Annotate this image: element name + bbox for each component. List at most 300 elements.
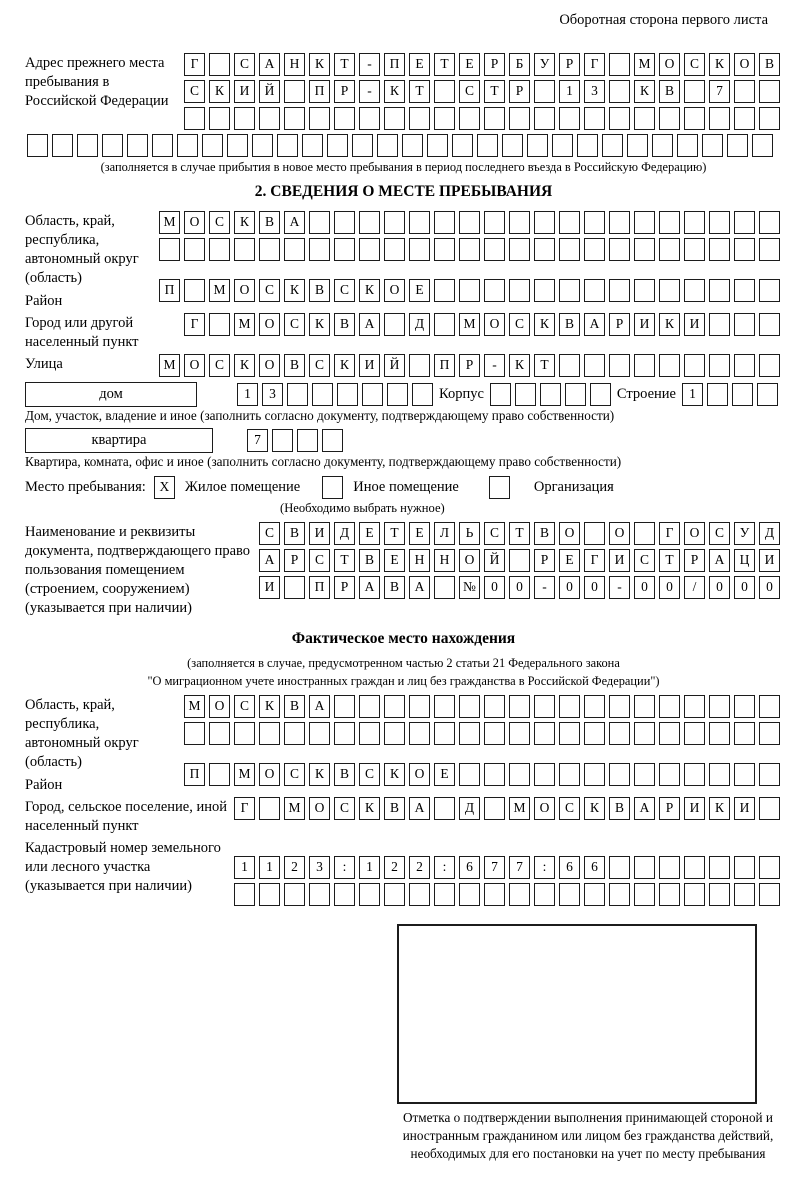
char-cell[interactable]: [609, 695, 630, 718]
char-cell[interactable]: [709, 211, 730, 234]
char-cell[interactable]: С: [184, 80, 205, 103]
char-cell[interactable]: С: [234, 53, 255, 76]
char-cell[interactable]: [659, 883, 680, 906]
char-cell[interactable]: К: [259, 695, 280, 718]
char-cell[interactable]: [684, 80, 705, 103]
char-cell[interactable]: 0: [509, 576, 530, 599]
char-cell[interactable]: Ц: [734, 549, 755, 572]
char-cell[interactable]: О: [234, 279, 255, 302]
char-cell[interactable]: [309, 211, 330, 234]
char-cell[interactable]: К: [659, 313, 680, 336]
char-cell[interactable]: [584, 695, 605, 718]
char-cell[interactable]: [609, 238, 630, 261]
char-cell[interactable]: Ь: [459, 522, 480, 545]
char-cell[interactable]: [584, 722, 605, 745]
char-cell[interactable]: [459, 238, 480, 261]
char-cell[interactable]: 0: [484, 576, 505, 599]
char-cell[interactable]: [484, 722, 505, 745]
char-cell[interactable]: [509, 107, 530, 130]
char-cell[interactable]: [252, 134, 273, 157]
char-cell[interactable]: [302, 134, 323, 157]
char-cell[interactable]: [484, 107, 505, 130]
char-cell[interactable]: [359, 107, 380, 130]
char-cell[interactable]: К: [234, 354, 255, 377]
char-cell[interactable]: [732, 383, 753, 406]
char-cell[interactable]: О: [609, 522, 630, 545]
char-cell[interactable]: Т: [384, 522, 405, 545]
char-cell[interactable]: Е: [384, 549, 405, 572]
char-cell[interactable]: [609, 354, 630, 377]
char-cell[interactable]: С: [259, 522, 280, 545]
char-cell[interactable]: [659, 238, 680, 261]
char-cell[interactable]: М: [209, 279, 230, 302]
char-cell[interactable]: [727, 134, 748, 157]
char-cell[interactable]: Д: [459, 797, 480, 820]
char-cell[interactable]: [459, 763, 480, 786]
char-cell[interactable]: [534, 722, 555, 745]
char-cell[interactable]: [559, 354, 580, 377]
char-cell[interactable]: [559, 107, 580, 130]
char-cell[interactable]: В: [334, 763, 355, 786]
char-cell[interactable]: Г: [184, 313, 205, 336]
char-cell[interactable]: [459, 279, 480, 302]
char-cell[interactable]: [634, 238, 655, 261]
char-cell[interactable]: [534, 80, 555, 103]
char-cell[interactable]: :: [334, 856, 355, 879]
char-cell[interactable]: [509, 695, 530, 718]
char-cell[interactable]: 2: [284, 856, 305, 879]
char-cell[interactable]: [334, 107, 355, 130]
char-cell[interactable]: [609, 211, 630, 234]
char-cell[interactable]: [427, 134, 448, 157]
char-cell[interactable]: О: [559, 522, 580, 545]
char-cell[interactable]: [684, 856, 705, 879]
char-cell[interactable]: О: [384, 279, 405, 302]
char-cell[interactable]: [709, 695, 730, 718]
char-cell[interactable]: [627, 134, 648, 157]
char-cell[interactable]: 0: [559, 576, 580, 599]
char-cell[interactable]: К: [284, 279, 305, 302]
char-cell[interactable]: Й: [259, 80, 280, 103]
char-cell[interactable]: [709, 722, 730, 745]
char-cell[interactable]: А: [709, 549, 730, 572]
char-cell[interactable]: [609, 763, 630, 786]
char-cell[interactable]: [559, 722, 580, 745]
char-cell[interactable]: :: [534, 856, 555, 879]
char-cell[interactable]: [184, 722, 205, 745]
char-cell[interactable]: О: [484, 313, 505, 336]
char-cell[interactable]: [509, 279, 530, 302]
char-cell[interactable]: С: [209, 354, 230, 377]
char-cell[interactable]: Г: [234, 797, 255, 820]
char-cell[interactable]: [234, 883, 255, 906]
char-cell[interactable]: У: [734, 522, 755, 545]
char-cell[interactable]: [534, 107, 555, 130]
char-cell[interactable]: [515, 383, 536, 406]
char-cell[interactable]: С: [684, 53, 705, 76]
char-cell[interactable]: [559, 279, 580, 302]
char-cell[interactable]: Р: [684, 549, 705, 572]
char-cell[interactable]: [77, 134, 98, 157]
char-cell[interactable]: О: [259, 354, 280, 377]
char-cell[interactable]: [734, 238, 755, 261]
char-cell[interactable]: А: [359, 313, 380, 336]
char-cell[interactable]: [334, 695, 355, 718]
char-cell[interactable]: [509, 238, 530, 261]
char-cell[interactable]: И: [684, 797, 705, 820]
char-cell[interactable]: [272, 429, 293, 452]
char-cell[interactable]: [209, 313, 230, 336]
char-cell[interactable]: Е: [434, 763, 455, 786]
char-cell[interactable]: [434, 797, 455, 820]
char-cell[interactable]: Н: [409, 549, 430, 572]
char-cell[interactable]: Р: [559, 53, 580, 76]
char-cell[interactable]: [284, 107, 305, 130]
char-cell[interactable]: А: [634, 797, 655, 820]
char-cell[interactable]: 1: [259, 856, 280, 879]
char-cell[interactable]: [684, 695, 705, 718]
char-cell[interactable]: 1: [359, 856, 380, 879]
char-cell[interactable]: В: [259, 211, 280, 234]
char-cell[interactable]: К: [509, 354, 530, 377]
char-cell[interactable]: [359, 883, 380, 906]
char-cell[interactable]: [502, 134, 523, 157]
char-cell[interactable]: [734, 763, 755, 786]
char-cell[interactable]: [534, 211, 555, 234]
char-cell[interactable]: [202, 134, 223, 157]
char-cell[interactable]: И: [684, 313, 705, 336]
char-cell[interactable]: Р: [484, 53, 505, 76]
char-cell[interactable]: [434, 80, 455, 103]
char-cell[interactable]: 7: [709, 80, 730, 103]
char-cell[interactable]: [584, 211, 605, 234]
char-cell[interactable]: [584, 354, 605, 377]
char-cell[interactable]: [559, 763, 580, 786]
char-cell[interactable]: [434, 107, 455, 130]
char-cell[interactable]: Т: [334, 53, 355, 76]
char-cell[interactable]: [484, 797, 505, 820]
char-cell[interactable]: [609, 883, 630, 906]
char-cell[interactable]: [309, 107, 330, 130]
char-cell[interactable]: [759, 763, 780, 786]
char-cell[interactable]: [634, 856, 655, 879]
char-cell[interactable]: К: [709, 53, 730, 76]
char-cell[interactable]: [534, 238, 555, 261]
char-cell[interactable]: А: [259, 53, 280, 76]
char-cell[interactable]: [152, 134, 173, 157]
char-cell[interactable]: 0: [659, 576, 680, 599]
char-cell[interactable]: [707, 383, 728, 406]
char-cell[interactable]: Г: [584, 53, 605, 76]
char-cell[interactable]: С: [484, 522, 505, 545]
char-cell[interactable]: В: [384, 576, 405, 599]
char-cell[interactable]: Р: [334, 80, 355, 103]
char-cell[interactable]: К: [359, 797, 380, 820]
char-cell[interactable]: В: [384, 797, 405, 820]
char-cell[interactable]: [709, 354, 730, 377]
char-cell[interactable]: [684, 722, 705, 745]
char-cell[interactable]: /: [684, 576, 705, 599]
char-cell[interactable]: [459, 695, 480, 718]
char-cell[interactable]: [759, 313, 780, 336]
char-cell[interactable]: [409, 695, 430, 718]
char-cell[interactable]: [759, 211, 780, 234]
char-cell[interactable]: [659, 722, 680, 745]
char-cell[interactable]: 7: [509, 856, 530, 879]
char-cell[interactable]: [477, 134, 498, 157]
char-cell[interactable]: М: [634, 53, 655, 76]
char-cell[interactable]: [377, 134, 398, 157]
char-cell[interactable]: С: [284, 313, 305, 336]
char-cell[interactable]: [334, 883, 355, 906]
char-cell[interactable]: [584, 522, 605, 545]
char-cell[interactable]: [659, 279, 680, 302]
char-cell[interactable]: Г: [659, 522, 680, 545]
char-cell[interactable]: Й: [484, 549, 505, 572]
char-cell[interactable]: [759, 856, 780, 879]
char-cell[interactable]: 3: [584, 80, 605, 103]
char-cell[interactable]: О: [534, 797, 555, 820]
char-cell[interactable]: [409, 354, 430, 377]
char-cell[interactable]: [634, 722, 655, 745]
char-cell[interactable]: [634, 883, 655, 906]
char-cell[interactable]: [102, 134, 123, 157]
char-cell[interactable]: И: [759, 549, 780, 572]
char-cell[interactable]: В: [559, 313, 580, 336]
char-cell[interactable]: [534, 695, 555, 718]
char-cell[interactable]: А: [284, 211, 305, 234]
char-cell[interactable]: [734, 856, 755, 879]
char-cell[interactable]: [659, 354, 680, 377]
char-cell[interactable]: [459, 107, 480, 130]
char-cell[interactable]: Е: [359, 522, 380, 545]
char-cell[interactable]: [259, 238, 280, 261]
char-cell[interactable]: [412, 383, 433, 406]
char-cell[interactable]: В: [534, 522, 555, 545]
char-cell[interactable]: [584, 279, 605, 302]
char-cell[interactable]: [384, 313, 405, 336]
char-cell[interactable]: [534, 883, 555, 906]
char-cell[interactable]: К: [709, 797, 730, 820]
char-cell[interactable]: П: [434, 354, 455, 377]
dom-type-box[interactable]: дом: [25, 382, 197, 407]
char-cell[interactable]: Р: [659, 797, 680, 820]
char-cell[interactable]: [127, 134, 148, 157]
char-cell[interactable]: С: [309, 549, 330, 572]
char-cell[interactable]: [337, 383, 358, 406]
char-cell[interactable]: [434, 238, 455, 261]
char-cell[interactable]: К: [309, 763, 330, 786]
char-cell[interactable]: [734, 211, 755, 234]
char-cell[interactable]: [759, 354, 780, 377]
char-cell[interactable]: [159, 238, 180, 261]
char-cell[interactable]: К: [634, 80, 655, 103]
char-cell[interactable]: [234, 722, 255, 745]
char-cell[interactable]: И: [309, 522, 330, 545]
char-cell[interactable]: [734, 80, 755, 103]
char-cell[interactable]: П: [309, 576, 330, 599]
char-cell[interactable]: А: [584, 313, 605, 336]
char-cell[interactable]: [552, 134, 573, 157]
char-cell[interactable]: [459, 883, 480, 906]
char-cell[interactable]: В: [759, 53, 780, 76]
char-cell[interactable]: [334, 211, 355, 234]
char-cell[interactable]: [334, 722, 355, 745]
char-cell[interactable]: О: [259, 763, 280, 786]
char-cell[interactable]: [709, 238, 730, 261]
char-cell[interactable]: [284, 576, 305, 599]
char-cell[interactable]: [409, 883, 430, 906]
char-cell[interactable]: С: [459, 80, 480, 103]
char-cell[interactable]: [209, 107, 230, 130]
char-cell[interactable]: [559, 238, 580, 261]
char-cell[interactable]: [209, 53, 230, 76]
char-cell[interactable]: [534, 279, 555, 302]
char-cell[interactable]: А: [409, 576, 430, 599]
char-cell[interactable]: :: [434, 856, 455, 879]
char-cell[interactable]: [184, 279, 205, 302]
char-cell[interactable]: [734, 107, 755, 130]
char-cell[interactable]: [359, 238, 380, 261]
char-cell[interactable]: [434, 883, 455, 906]
char-cell[interactable]: О: [209, 695, 230, 718]
char-cell[interactable]: [734, 354, 755, 377]
char-cell[interactable]: 1: [237, 383, 258, 406]
char-cell[interactable]: -: [359, 53, 380, 76]
char-cell[interactable]: 6: [584, 856, 605, 879]
char-cell[interactable]: [409, 211, 430, 234]
char-cell[interactable]: [734, 695, 755, 718]
char-cell[interactable]: [334, 238, 355, 261]
char-cell[interactable]: [209, 238, 230, 261]
char-cell[interactable]: А: [309, 695, 330, 718]
char-cell[interactable]: [684, 883, 705, 906]
char-cell[interactable]: 1: [682, 383, 703, 406]
char-cell[interactable]: [634, 211, 655, 234]
char-cell[interactable]: [409, 107, 430, 130]
char-cell[interactable]: [757, 383, 778, 406]
char-cell[interactable]: [577, 134, 598, 157]
char-cell[interactable]: [509, 763, 530, 786]
char-cell[interactable]: М: [159, 211, 180, 234]
checkbox-organizaciya[interactable]: [489, 476, 510, 499]
char-cell[interactable]: Д: [759, 522, 780, 545]
char-cell[interactable]: 1: [234, 856, 255, 879]
char-cell[interactable]: Е: [409, 53, 430, 76]
char-cell[interactable]: [484, 238, 505, 261]
checkbox-zhiloe[interactable]: X: [154, 476, 175, 499]
char-cell[interactable]: А: [359, 576, 380, 599]
char-cell[interactable]: [434, 722, 455, 745]
char-cell[interactable]: [284, 722, 305, 745]
char-cell[interactable]: М: [159, 354, 180, 377]
char-cell[interactable]: [684, 238, 705, 261]
char-cell[interactable]: [227, 134, 248, 157]
char-cell[interactable]: О: [184, 354, 205, 377]
char-cell[interactable]: В: [284, 522, 305, 545]
char-cell[interactable]: [540, 383, 561, 406]
char-cell[interactable]: К: [309, 53, 330, 76]
char-cell[interactable]: М: [509, 797, 530, 820]
char-cell[interactable]: [234, 238, 255, 261]
char-cell[interactable]: [259, 722, 280, 745]
char-cell[interactable]: [359, 695, 380, 718]
char-cell[interactable]: Т: [534, 354, 555, 377]
char-cell[interactable]: [384, 883, 405, 906]
char-cell[interactable]: [409, 722, 430, 745]
char-cell[interactable]: И: [234, 80, 255, 103]
char-cell[interactable]: [709, 107, 730, 130]
char-cell[interactable]: 0: [634, 576, 655, 599]
char-cell[interactable]: [384, 238, 405, 261]
char-cell[interactable]: В: [659, 80, 680, 103]
char-cell[interactable]: [534, 763, 555, 786]
char-cell[interactable]: П: [384, 53, 405, 76]
char-cell[interactable]: [752, 134, 773, 157]
char-cell[interactable]: [584, 883, 605, 906]
char-cell[interactable]: Р: [609, 313, 630, 336]
char-cell[interactable]: Л: [434, 522, 455, 545]
char-cell[interactable]: [359, 722, 380, 745]
char-cell[interactable]: С: [334, 797, 355, 820]
char-cell[interactable]: [759, 107, 780, 130]
char-cell[interactable]: [527, 134, 548, 157]
char-cell[interactable]: В: [284, 354, 305, 377]
char-cell[interactable]: Е: [459, 53, 480, 76]
char-cell[interactable]: 0: [709, 576, 730, 599]
char-cell[interactable]: [709, 763, 730, 786]
char-cell[interactable]: [327, 134, 348, 157]
char-cell[interactable]: [684, 279, 705, 302]
char-cell[interactable]: [659, 856, 680, 879]
char-cell[interactable]: [284, 883, 305, 906]
char-cell[interactable]: О: [259, 313, 280, 336]
char-cell[interactable]: О: [734, 53, 755, 76]
char-cell[interactable]: [209, 722, 230, 745]
char-cell[interactable]: Т: [484, 80, 505, 103]
char-cell[interactable]: [684, 107, 705, 130]
char-cell[interactable]: [709, 883, 730, 906]
char-cell[interactable]: [565, 383, 586, 406]
char-cell[interactable]: 0: [734, 576, 755, 599]
char-cell[interactable]: [734, 313, 755, 336]
char-cell[interactable]: О: [684, 522, 705, 545]
char-cell[interactable]: 3: [309, 856, 330, 879]
char-cell[interactable]: О: [184, 211, 205, 234]
char-cell[interactable]: [684, 211, 705, 234]
char-cell[interactable]: [759, 80, 780, 103]
char-cell[interactable]: И: [634, 313, 655, 336]
char-cell[interactable]: [459, 722, 480, 745]
char-cell[interactable]: [277, 134, 298, 157]
char-cell[interactable]: [287, 383, 308, 406]
char-cell[interactable]: [609, 856, 630, 879]
char-cell[interactable]: [184, 107, 205, 130]
char-cell[interactable]: С: [634, 549, 655, 572]
char-cell[interactable]: [759, 722, 780, 745]
char-cell[interactable]: [384, 211, 405, 234]
char-cell[interactable]: [312, 383, 333, 406]
char-cell[interactable]: [759, 238, 780, 261]
char-cell[interactable]: К: [384, 763, 405, 786]
char-cell[interactable]: А: [259, 549, 280, 572]
char-cell[interactable]: [734, 883, 755, 906]
char-cell[interactable]: К: [534, 313, 555, 336]
char-cell[interactable]: [590, 383, 611, 406]
char-cell[interactable]: М: [459, 313, 480, 336]
kvartira-type-box[interactable]: квартира: [25, 428, 213, 453]
char-cell[interactable]: В: [284, 695, 305, 718]
